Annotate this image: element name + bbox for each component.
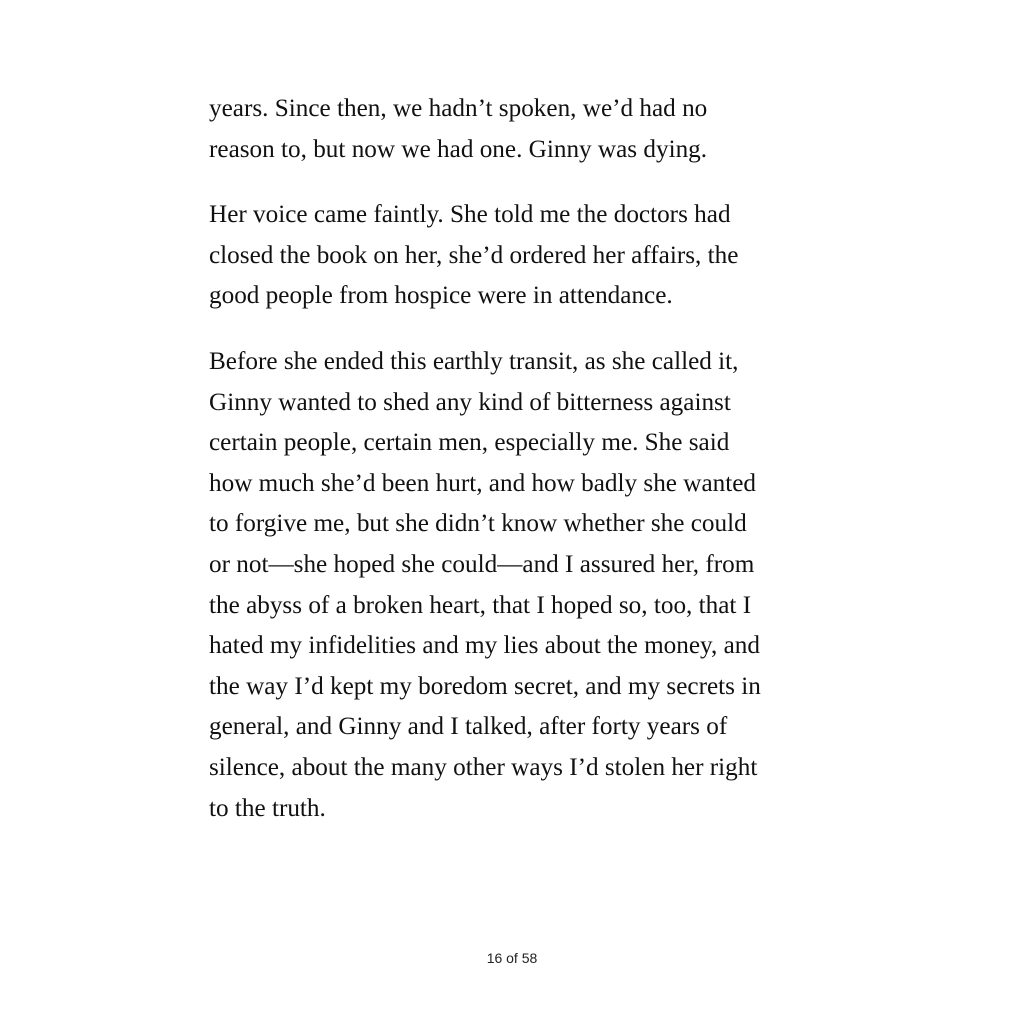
- text-line: hated my infidelities and my lies about the money, and: [209, 632, 760, 660]
- paragraph-1: [209, 89, 819, 170]
- text-line: reason to, but now we had one. Ginny was dying.: [209, 135, 708, 163]
- text-line: closed the book on her, she’d ordered her affairs, the: [209, 241, 739, 269]
- text-line: Her voice came faintly. She told me the doctors had: [209, 201, 731, 229]
- text-line: how much she’d been hurt, and how badly she wanted: [209, 469, 756, 497]
- paragraph-2: [209, 195, 819, 317]
- text-line: certain people, certain men, especially me. She said: [209, 429, 730, 457]
- text-line: or not—she hoped she could—and I assured her, from: [209, 550, 755, 578]
- paragraph-3: [209, 342, 819, 829]
- text-line: silence, about the many other ways I’d stolen her right: [209, 753, 758, 781]
- text-line: the abyss of a broken heart, that I hoped so, too, that I: [209, 591, 752, 619]
- text-line: Before she ended this earthly transit, as she called it,: [209, 347, 739, 375]
- text-line: general, and Ginny and I talked, after forty years of: [209, 713, 728, 741]
- text-line: Ginny wanted to shed any kind of bitterness against: [209, 388, 731, 416]
- text-line: the way I’d kept my boredom secret, and my secrets in: [209, 672, 761, 700]
- text-line: good people from hospice were in attendance.: [209, 282, 673, 310]
- text-line: to the truth.: [209, 794, 326, 822]
- book-text: [209, 89, 819, 854]
- page-indicator: 16 of 58: [486, 950, 538, 966]
- text-line: years. Since then, we hadn’t spoken, we’d had no: [209, 95, 708, 122]
- text-line: to forgive me, but she didn’t know whether she could: [209, 510, 747, 538]
